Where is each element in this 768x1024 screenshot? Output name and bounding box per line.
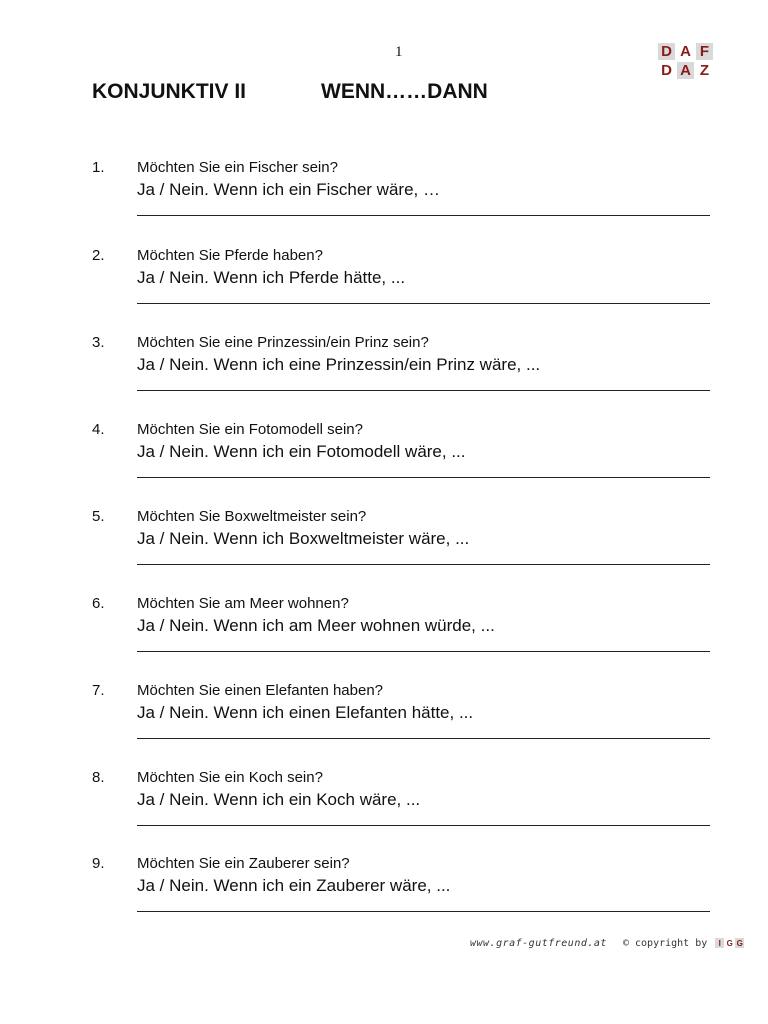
exercise-answer-prompt: Ja / Nein. Wenn ich ein Zauberer wäre, ... bbox=[137, 876, 451, 895]
exercise-number: 4. bbox=[92, 421, 105, 438]
exercise-answer-prompt: Ja / Nein. Wenn ich am Meer wohnen würde, ... bbox=[137, 616, 495, 635]
exercise-question: Möchten Sie eine Prinzessin/ein Prinz sein? bbox=[137, 334, 429, 351]
logo-letter: F bbox=[696, 43, 713, 60]
logo-letter: A bbox=[677, 62, 694, 79]
igg-letter: G bbox=[726, 938, 733, 948]
logo-letter: Z bbox=[699, 62, 710, 79]
igg-letter: G bbox=[736, 938, 743, 948]
exercise-question: Möchten Sie einen Elefanten haben? bbox=[137, 682, 384, 699]
logo-letter: D bbox=[658, 43, 675, 60]
title-part-konjunktiv: KONJUNKTIV II bbox=[92, 80, 247, 103]
answer-line[interactable] bbox=[137, 738, 710, 739]
exercise-number: 7. bbox=[92, 682, 105, 699]
igg-logo bbox=[715, 938, 744, 948]
answer-line[interactable] bbox=[137, 564, 710, 565]
exercise-number: 2. bbox=[92, 247, 105, 264]
exercise-number: 3. bbox=[92, 334, 105, 351]
exercise-question: Möchten Sie ein Fotomodell sein? bbox=[137, 421, 363, 438]
footer bbox=[470, 938, 744, 949]
answer-line[interactable] bbox=[137, 651, 710, 652]
exercise-question: Möchten Sie Pferde haben? bbox=[137, 247, 323, 264]
answer-line[interactable] bbox=[137, 477, 710, 478]
page-number: 1 bbox=[395, 44, 403, 60]
exercise-number: 5. bbox=[92, 508, 105, 525]
exercise-answer-prompt: Ja / Nein. Wenn ich ein Fotomodell wäre, ... bbox=[137, 442, 466, 461]
footer-url[interactable]: www.graf-gutfreund.at bbox=[470, 938, 607, 949]
exercise-answer-prompt: Ja / Nein. Wenn ich einen Elefanten hätte, ... bbox=[137, 703, 474, 722]
exercise-number: 6. bbox=[92, 595, 105, 612]
exercise-question: Möchten Sie ein Zauberer sein? bbox=[137, 855, 350, 872]
answer-line[interactable] bbox=[137, 911, 710, 912]
dafdaz-logo bbox=[658, 43, 714, 81]
answer-line[interactable] bbox=[137, 215, 710, 216]
logo-letter: D bbox=[661, 62, 672, 79]
exercise-question: Möchten Sie am Meer wohnen? bbox=[137, 595, 349, 612]
igg-letter: I bbox=[715, 938, 724, 948]
exercise-question: Möchten Sie ein Koch sein? bbox=[137, 769, 323, 786]
exercise-answer-prompt: Ja / Nein. Wenn ich ein Fischer wäre, … bbox=[137, 180, 440, 199]
answer-line[interactable] bbox=[137, 390, 710, 391]
exercise-answer-prompt: Ja / Nein. Wenn ich Boxweltmeister wäre, ... bbox=[137, 529, 470, 548]
footer-copyright: © copyright by bbox=[622, 938, 708, 949]
answer-line[interactable] bbox=[137, 303, 710, 304]
exercise-number: 1. bbox=[92, 159, 105, 176]
exercise-question: Möchten Sie Boxweltmeister sein? bbox=[137, 508, 367, 525]
logo-letter: A bbox=[680, 43, 691, 60]
exercise-question: Möchten Sie ein Fischer sein? bbox=[137, 159, 338, 176]
exercise-answer-prompt: Ja / Nein. Wenn ich ein Koch wäre, ... bbox=[137, 790, 421, 809]
exercise-number: 9. bbox=[92, 855, 105, 872]
page-title bbox=[92, 80, 488, 104]
exercise-number: 8. bbox=[92, 769, 105, 786]
title-part-wenn-dann: WENN……DANN bbox=[321, 80, 488, 103]
exercise-answer-prompt: Ja / Nein. Wenn ich Pferde hätte, ... bbox=[137, 268, 406, 287]
answer-line[interactable] bbox=[137, 825, 710, 826]
exercise-answer-prompt: Ja / Nein. Wenn ich eine Prinzessin/ein Prinz wäre, ... bbox=[137, 355, 541, 374]
